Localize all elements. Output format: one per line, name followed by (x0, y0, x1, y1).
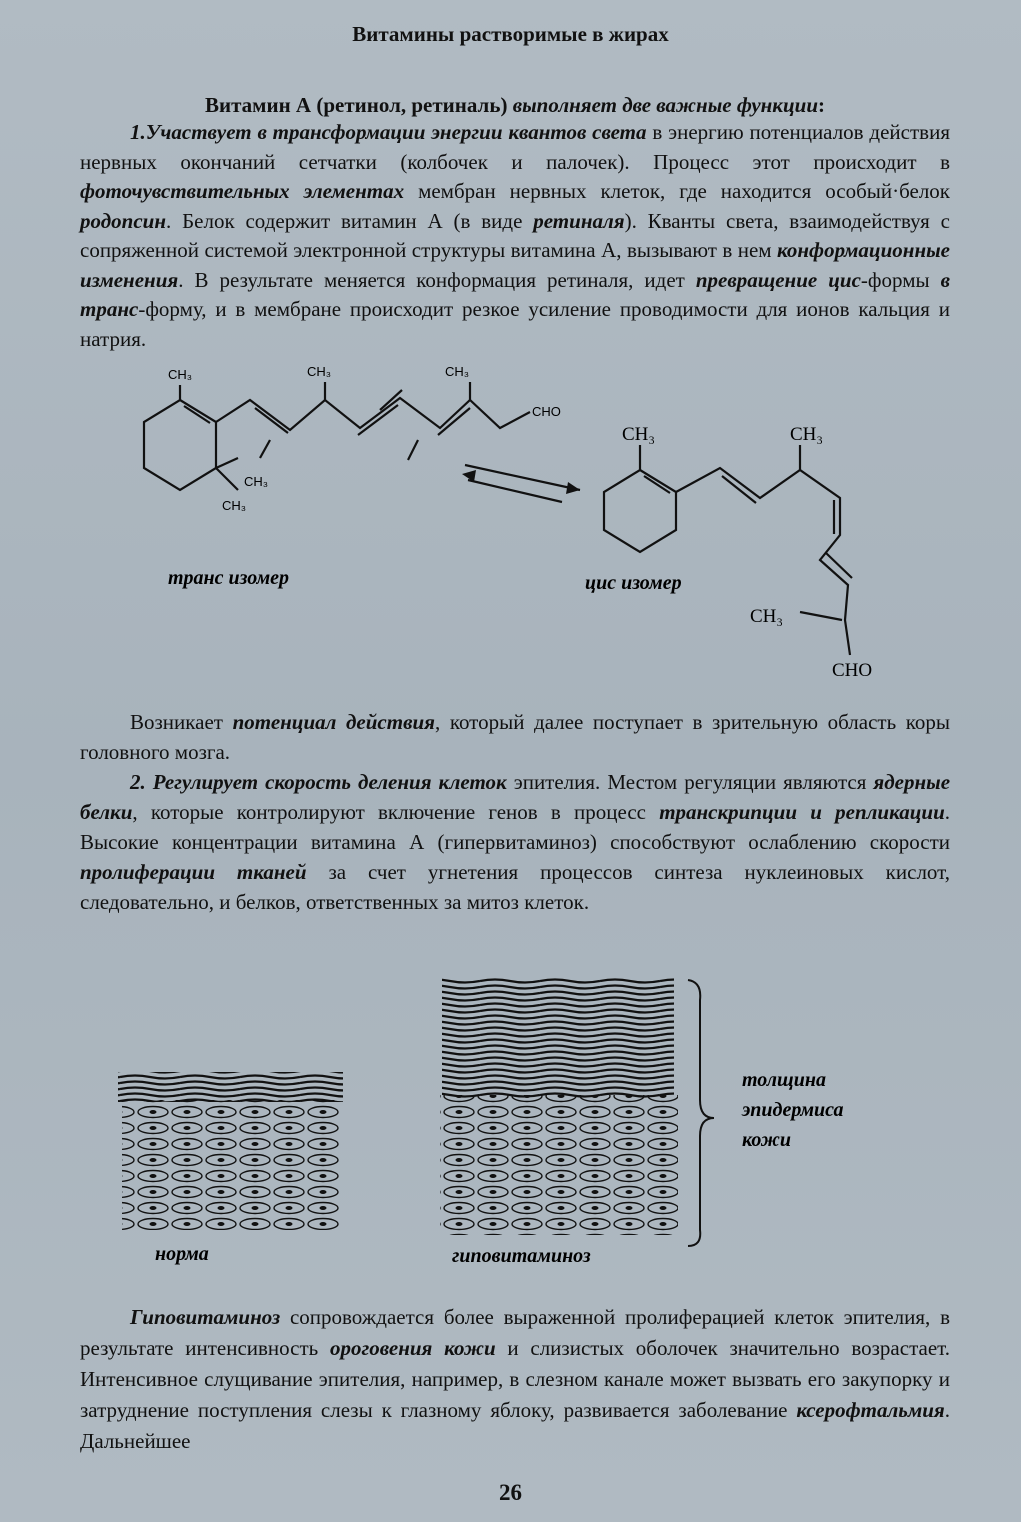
trans-methyl-4: CH₃ (244, 474, 269, 489)
p1-term-conformation: конформационные изменения (80, 238, 950, 292)
intro-text: Витамин А (ретинол, ретиналь) (205, 93, 513, 117)
hypo-cell-layer (440, 1095, 678, 1235)
brace-label-2: эпидермиса (742, 1099, 844, 1121)
p1-text-5: . В результате меняется конформация ретиналя, идет (178, 267, 696, 292)
normal-label: норма (155, 1243, 209, 1265)
cis-aldehyde: CHO (832, 660, 873, 681)
p1-text-4: ). Кванты света, взаимодействуя с сопряженной системой электронной структуры витамина А, вызывают в нем (80, 208, 950, 262)
hypovitaminosis-label: гиповитаминоз (452, 1245, 591, 1267)
p2-term: потенциал действия (232, 710, 435, 734)
trans-methyl-2: CH₃ (307, 364, 332, 379)
p4-term-2: ороговения кожи (330, 1336, 496, 1360)
brace-label-3: кожи (742, 1129, 792, 1151)
p4-text-2: и слизистых оболочек значительно возрастает. Интенсивное слущивание эпителия, например, в слезном канале может вызвать его закупорку и затруднение поступления слезы к глазному яблоку, развивается заболевание (80, 1336, 950, 1422)
page-number: 26 (499, 1480, 522, 1505)
intro-colon: : (818, 93, 825, 117)
normal-keratin-layer (118, 1072, 343, 1102)
hypovitaminosis-paragraph (80, 1302, 950, 1457)
p1-term-trans: в транс (80, 267, 950, 321)
section-heading: Витамины растворимые в жирах (352, 22, 669, 46)
p1-term-cis: превращение цис (695, 267, 861, 292)
p4-term-1: Гиповитаминоз (130, 1305, 281, 1329)
p3-text-3: . Высокие концентрации витамина А (гипервитаминоз) способствуют ослаблению скорости (80, 800, 950, 854)
cis-methyl-3: CH₃ (750, 606, 784, 627)
trans-isomer-caption: транс изомер (168, 567, 290, 589)
trans-methyl-3: CH₃ (445, 364, 470, 379)
p3-number: 2. (130, 770, 153, 794)
normal-cell-layer (122, 1100, 340, 1230)
p4-text-1: сопровождается более выраженной пролиферацией клеток эпителия, в результате интенсивность (80, 1305, 950, 1360)
p1-number: 1. (130, 120, 146, 144)
p4-term-3: ксерофтальмия (796, 1398, 945, 1422)
p1-term-retinal: ретиналя (533, 208, 625, 233)
p1-text-1: в энергию потенциалов действия нервных окончаний сетчатки (колбочек и палочек). Процесс этот происходит в (80, 120, 950, 174)
trans-aldehyde: CHO (532, 404, 561, 419)
p1-term-1: Участвует в трансформации энергии квантов света (145, 120, 647, 144)
p4-text-3: . Дальнейшее (80, 1398, 950, 1453)
trans-methyl-1: CH₃ (168, 367, 193, 382)
p1-text-6: -формы (860, 267, 941, 292)
brace (688, 980, 714, 1246)
p3-term-2: ядерные белки (80, 770, 951, 824)
brace-label-1: толщина (742, 1069, 826, 1091)
p3-term-1: Регулирует скорость деления клеток (152, 770, 507, 794)
p1-term-rhodopsin: родопсин (80, 208, 166, 233)
cis-methyl-1: CH₃ (622, 424, 656, 445)
p3-text-2: , которые контролируют включение генов в процесс (132, 800, 660, 824)
intro-emphasis: выполняет две важные функции (512, 93, 818, 117)
p1-term-2: фоточувствительных элементах (80, 179, 405, 203)
cis-methyl-2: CH₃ (790, 424, 824, 445)
p3-text-1: эпителия. Местом регуляции являются (506, 770, 874, 794)
p2-text-2: , который далее поступает в зрительную область коры головного мозга. (80, 710, 951, 764)
p1-text-3: . Белок содержит витамин А (в виде (165, 208, 534, 233)
p1-text-7: -форму, и в мембране происходит резкое усиление проводимости для ионов кальция и натрия. (80, 297, 950, 351)
p1-text-2: мембран нервных клеток, где находится особый·белок (404, 179, 951, 203)
p3-text-4: за счет угнетения процессов синтеза нуклеиновых кислот, следовательно, и белков, ответственных за митоз клеток. (80, 860, 950, 914)
p3-term-4: пролиферации тканей (80, 860, 307, 884)
cis-isomer-caption: цис изомер (585, 572, 682, 594)
p3-term-3: транскрипции и репликации (659, 800, 945, 824)
p2-text-1: Возникает (130, 710, 233, 734)
trans-methyl-5: CH₃ (222, 498, 247, 513)
hypo-keratin-layer (442, 978, 674, 1098)
